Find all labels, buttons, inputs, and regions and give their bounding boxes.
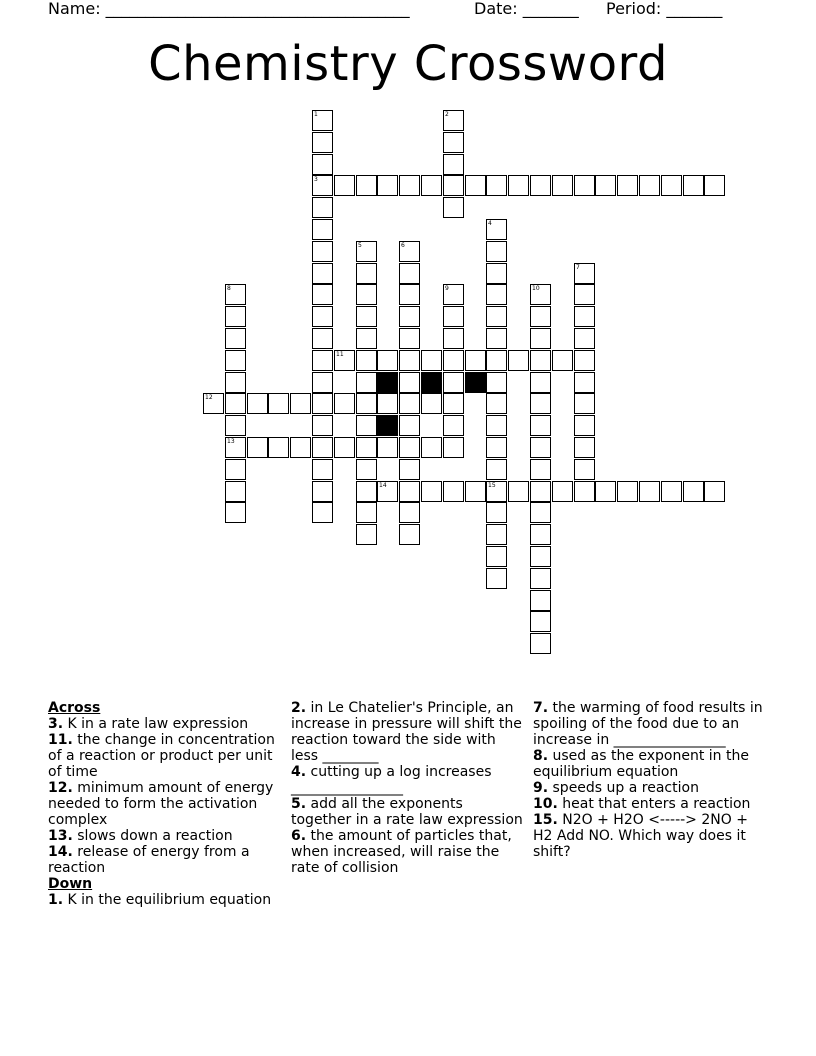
crossword-cell[interactable]	[312, 197, 333, 218]
crossword-cell[interactable]	[377, 175, 398, 196]
crossword-black-cell	[377, 415, 398, 436]
crossword-cell[interactable]	[574, 284, 595, 305]
crossword-cell[interactable]	[465, 350, 486, 371]
crossword-cell[interactable]	[225, 502, 246, 523]
crossword-cell[interactable]	[443, 437, 464, 458]
crossword-cell[interactable]	[530, 372, 551, 393]
clue-number-1: 1	[314, 111, 318, 118]
clue-number-2: 2	[445, 111, 449, 118]
crossword-cell[interactable]	[312, 459, 333, 480]
clue-item-number: 6.	[291, 828, 307, 844]
crossword-cell[interactable]	[225, 481, 246, 502]
crossword-cell[interactable]	[530, 633, 551, 654]
clue-item-text: N2O + H2O <-----> 2NO + H2 Add NO. Which way does it shift?	[533, 812, 748, 860]
crossword-cell[interactable]	[486, 219, 507, 240]
crossword-cell[interactable]	[486, 175, 507, 196]
clue-item	[48, 892, 276, 908]
crossword-cell[interactable]	[530, 524, 551, 545]
crossword-cell[interactable]	[225, 437, 246, 458]
crossword-cell[interactable]	[443, 284, 464, 305]
crossword-cell[interactable]	[334, 175, 355, 196]
crossword-cell[interactable]	[574, 415, 595, 436]
crossword-cell[interactable]	[247, 437, 268, 458]
crossword-cell[interactable]	[377, 481, 398, 502]
crossword-cell[interactable]	[530, 393, 551, 414]
clue-item-number: 1.	[48, 892, 64, 908]
crossword-cell[interactable]	[443, 154, 464, 175]
crossword-cell[interactable]	[399, 502, 420, 523]
clue-item-text: the change in concentration of a reaction or product per unit of time	[48, 732, 275, 780]
clue-item	[291, 764, 523, 796]
crossword-cell[interactable]	[225, 459, 246, 480]
crossword-cell[interactable]	[334, 393, 355, 414]
clue-item-number: 13.	[48, 828, 73, 844]
crossword-cell[interactable]	[574, 350, 595, 371]
clue-column-1	[48, 700, 276, 908]
crossword-cell[interactable]	[530, 350, 551, 371]
clue-item-number: 12.	[48, 780, 73, 796]
crossword-cell[interactable]	[443, 350, 464, 371]
crossword-cell[interactable]	[225, 328, 246, 349]
clue-column-2	[291, 700, 523, 876]
crossword-cell[interactable]	[312, 241, 333, 262]
crossword-cell[interactable]	[334, 350, 355, 371]
crossword-cell[interactable]	[486, 568, 507, 589]
clue-item	[533, 700, 763, 748]
crossword-cell[interactable]	[356, 415, 377, 436]
crossword-cell[interactable]	[552, 481, 573, 502]
section-heading-down: Down	[48, 876, 93, 892]
crossword-cell[interactable]	[356, 284, 377, 305]
clue-item	[533, 812, 763, 860]
crossword-cell[interactable]	[268, 393, 289, 414]
crossword-cell[interactable]	[312, 502, 333, 523]
crossword-cell[interactable]	[530, 459, 551, 480]
crossword-cell[interactable]	[486, 328, 507, 349]
crossword-cell[interactable]	[399, 175, 420, 196]
crossword-cell[interactable]	[312, 437, 333, 458]
crossword-cell[interactable]	[356, 175, 377, 196]
crossword-cell[interactable]	[639, 175, 660, 196]
clue-item-text: in Le Chatelier's Principle, an increase in pressure will shift the reaction toward the side with less ________	[291, 700, 522, 764]
crossword-black-cell	[465, 372, 486, 393]
crossword-cell[interactable]	[356, 481, 377, 502]
clue-item	[48, 780, 276, 828]
clue-column-3	[533, 700, 763, 860]
crossword-cell[interactable]	[574, 437, 595, 458]
crossword-cell[interactable]	[574, 372, 595, 393]
clue-item-number: 8.	[533, 748, 549, 764]
crossword-cell[interactable]	[530, 611, 551, 632]
crossword-cell[interactable]	[530, 415, 551, 436]
crossword-cell[interactable]	[356, 263, 377, 284]
crossword-cell[interactable]	[290, 393, 311, 414]
crossword-cell[interactable]	[203, 393, 224, 414]
clue-item-number: 9.	[533, 780, 549, 796]
crossword-cell[interactable]	[661, 175, 682, 196]
crossword-cell[interactable]	[530, 546, 551, 567]
clue-item-number: 11.	[48, 732, 73, 748]
crossword-cell[interactable]	[334, 437, 355, 458]
crossword-cell[interactable]	[574, 306, 595, 327]
clue-item-text: used as the exponent in the equilibrium equation	[533, 748, 749, 780]
crossword-cell[interactable]	[399, 524, 420, 545]
crossword-cell[interactable]	[312, 350, 333, 371]
clue-item-text: release of energy from a reaction	[48, 844, 250, 876]
crossword-cell[interactable]	[225, 372, 246, 393]
crossword-cell[interactable]	[574, 175, 595, 196]
crossword-cell[interactable]	[225, 306, 246, 327]
crossword-cell[interactable]	[377, 350, 398, 371]
crossword-cell[interactable]	[486, 284, 507, 305]
crossword-cell[interactable]	[399, 481, 420, 502]
crossword-cell[interactable]	[377, 393, 398, 414]
clue-item	[48, 732, 276, 780]
crossword-cell[interactable]	[225, 350, 246, 371]
clue-number-13: 13	[227, 438, 235, 445]
crossword-cell[interactable]	[486, 524, 507, 545]
crossword-cell[interactable]	[399, 284, 420, 305]
date-field[interactable]: Date: _______	[474, 0, 579, 18]
crossword-cell[interactable]	[399, 459, 420, 480]
crossword-cell[interactable]	[552, 175, 573, 196]
crossword-cell[interactable]	[465, 175, 486, 196]
clue-number-6: 6	[401, 242, 405, 249]
clue-item	[291, 796, 523, 828]
crossword-cell[interactable]	[617, 481, 638, 502]
crossword-cell[interactable]	[617, 175, 638, 196]
name-field[interactable]: Name: ______________________________________	[48, 0, 410, 18]
clue-number-15: 15	[488, 482, 496, 489]
crossword-cell[interactable]	[225, 284, 246, 305]
crossword-cell[interactable]	[356, 328, 377, 349]
crossword-cell[interactable]	[421, 350, 442, 371]
crossword-black-cell	[421, 372, 442, 393]
crossword-cell[interactable]	[574, 393, 595, 414]
crossword-cell[interactable]	[508, 175, 529, 196]
crossword-cell[interactable]	[356, 372, 377, 393]
crossword-cell[interactable]	[312, 110, 333, 131]
clue-number-11: 11	[336, 351, 344, 358]
crossword-cell[interactable]	[268, 437, 289, 458]
crossword-cell[interactable]	[486, 437, 507, 458]
crossword-cell[interactable]	[486, 481, 507, 502]
crossword-cell[interactable]	[399, 306, 420, 327]
crossword-cell[interactable]	[312, 284, 333, 305]
clue-item-text: the amount of particles that, when increased, will raise the rate of collision	[291, 828, 512, 876]
crossword-cell[interactable]	[508, 350, 529, 371]
clue-item-number: 7.	[533, 700, 549, 716]
crossword-cell[interactable]	[312, 415, 333, 436]
clue-item	[533, 748, 763, 780]
crossword-cell[interactable]	[312, 219, 333, 240]
clue-number-3: 3	[314, 176, 318, 183]
clue-item-number: 4.	[291, 764, 307, 780]
crossword-cell[interactable]	[683, 481, 704, 502]
clue-item	[48, 828, 276, 844]
clue-number-8: 8	[227, 285, 231, 292]
clue-item	[291, 700, 523, 764]
crossword-cell[interactable]	[399, 241, 420, 262]
crossword-cell[interactable]	[574, 328, 595, 349]
crossword-cell[interactable]	[486, 393, 507, 414]
clue-item-text: speeds up a reaction	[548, 780, 699, 796]
clue-item-text: add all the exponents together in a rate law expression	[291, 796, 523, 828]
crossword-cell[interactable]	[421, 481, 442, 502]
crossword-cell[interactable]	[486, 263, 507, 284]
clue-item-text: the warming of food results in spoiling of the food due to an increase in ________________	[533, 700, 763, 748]
clue-item-text: slows down a reaction	[72, 828, 233, 844]
page-title: Chemistry Crossword	[148, 36, 668, 92]
crossword-cell[interactable]	[356, 241, 377, 262]
crossword-cell[interactable]	[530, 568, 551, 589]
crossword-cell[interactable]	[486, 372, 507, 393]
crossword-cell[interactable]	[312, 328, 333, 349]
clue-item-text: K in the equilibrium equation	[63, 892, 272, 908]
crossword-cell[interactable]	[399, 372, 420, 393]
crossword-cell[interactable]	[530, 306, 551, 327]
crossword-cell[interactable]	[290, 437, 311, 458]
crossword-cell[interactable]	[356, 502, 377, 523]
crossword-cell[interactable]	[443, 110, 464, 131]
crossword-cell[interactable]	[312, 372, 333, 393]
crossword-cell[interactable]	[574, 459, 595, 480]
crossword-cell[interactable]	[399, 415, 420, 436]
crossword-cell[interactable]	[225, 415, 246, 436]
crossword-cell[interactable]	[399, 350, 420, 371]
clue-number-10: 10	[532, 285, 540, 292]
section-heading-across: Across	[48, 700, 101, 716]
crossword-cell[interactable]	[312, 154, 333, 175]
crossword-cell[interactable]	[486, 546, 507, 567]
crossword-cell[interactable]	[356, 350, 377, 371]
clue-item	[533, 780, 763, 796]
crossword-cell[interactable]	[421, 175, 442, 196]
clue-number-7: 7	[576, 264, 580, 271]
crossword-cell[interactable]	[465, 481, 486, 502]
crossword-cell[interactable]	[399, 263, 420, 284]
crossword-cell[interactable]	[312, 306, 333, 327]
crossword-cell[interactable]	[574, 481, 595, 502]
crossword-cell[interactable]	[508, 481, 529, 502]
crossword-cell[interactable]	[530, 590, 551, 611]
crossword-cell[interactable]	[486, 415, 507, 436]
crossword-cell[interactable]	[356, 459, 377, 480]
clue-item-text: cutting up a log increases ________________	[291, 764, 492, 796]
crossword-cell[interactable]	[225, 393, 246, 414]
period-field[interactable]: Period: _______	[606, 0, 723, 18]
clue-number-4: 4	[488, 220, 492, 227]
crossword-cell[interactable]	[530, 481, 551, 502]
crossword-cell[interactable]	[530, 502, 551, 523]
clue-number-14: 14	[379, 482, 387, 489]
crossword-cell[interactable]	[443, 372, 464, 393]
crossword-cell[interactable]	[312, 175, 333, 196]
crossword-cell[interactable]	[312, 393, 333, 414]
crossword-cell[interactable]	[639, 481, 660, 502]
clue-item-number: 10.	[533, 796, 558, 812]
crossword-cell[interactable]	[421, 437, 442, 458]
clue-item-text: heat that enters a reaction	[557, 796, 751, 812]
crossword-cell[interactable]	[443, 481, 464, 502]
crossword-cell[interactable]	[399, 393, 420, 414]
clue-item-text: minimum amount of energy needed to form the activation complex	[48, 780, 274, 828]
crossword-cell[interactable]	[443, 415, 464, 436]
clue-item-number: 2.	[291, 700, 307, 716]
crossword-cell[interactable]	[486, 350, 507, 371]
crossword-cell[interactable]	[486, 502, 507, 523]
crossword-cell[interactable]	[443, 197, 464, 218]
crossword-cell[interactable]	[421, 393, 442, 414]
clue-item	[533, 796, 763, 812]
crossword-cell[interactable]	[356, 306, 377, 327]
clue-number-9: 9	[445, 285, 449, 292]
crossword-black-cell	[377, 372, 398, 393]
crossword-cell[interactable]	[443, 328, 464, 349]
crossword-cell[interactable]	[530, 175, 551, 196]
crossword-cell[interactable]	[443, 393, 464, 414]
crossword-cell[interactable]	[443, 306, 464, 327]
clue-item-number: 14.	[48, 844, 73, 860]
crossword-cell[interactable]	[312, 481, 333, 502]
crossword-cell[interactable]	[443, 132, 464, 153]
crossword-cell[interactable]	[312, 132, 333, 153]
crossword-cell[interactable]	[530, 284, 551, 305]
clue-item-number: 5.	[291, 796, 307, 812]
crossword-cell[interactable]	[552, 350, 573, 371]
crossword-cell[interactable]	[661, 481, 682, 502]
crossword-cell[interactable]	[312, 263, 333, 284]
clue-number-5: 5	[358, 242, 362, 249]
crossword-cell[interactable]	[595, 175, 616, 196]
crossword-cell[interactable]	[486, 241, 507, 262]
crossword-cell[interactable]	[356, 393, 377, 414]
clue-item	[48, 844, 276, 876]
crossword-cell[interactable]	[399, 328, 420, 349]
crossword-cell[interactable]	[683, 175, 704, 196]
crossword-cell[interactable]	[574, 263, 595, 284]
crossword-cell[interactable]	[377, 437, 398, 458]
crossword-cell[interactable]	[443, 175, 464, 196]
clue-number-12: 12	[205, 394, 213, 401]
crossword-cell[interactable]	[247, 393, 268, 414]
clue-item-number: 15.	[533, 812, 558, 828]
clue-item-number: 3.	[48, 716, 64, 732]
crossword-cell[interactable]	[356, 524, 377, 545]
crossword-cell[interactable]	[704, 481, 725, 502]
crossword-cell[interactable]	[595, 481, 616, 502]
crossword-cell[interactable]	[530, 437, 551, 458]
crossword-cell[interactable]	[704, 175, 725, 196]
crossword-cell[interactable]	[399, 437, 420, 458]
clue-item-text: K in a rate law expression	[63, 716, 249, 732]
clue-item	[291, 828, 523, 876]
crossword-cell[interactable]	[356, 437, 377, 458]
crossword-cell[interactable]	[486, 306, 507, 327]
crossword-cell[interactable]	[530, 328, 551, 349]
crossword-cell[interactable]	[486, 459, 507, 480]
clue-item	[48, 716, 276, 732]
